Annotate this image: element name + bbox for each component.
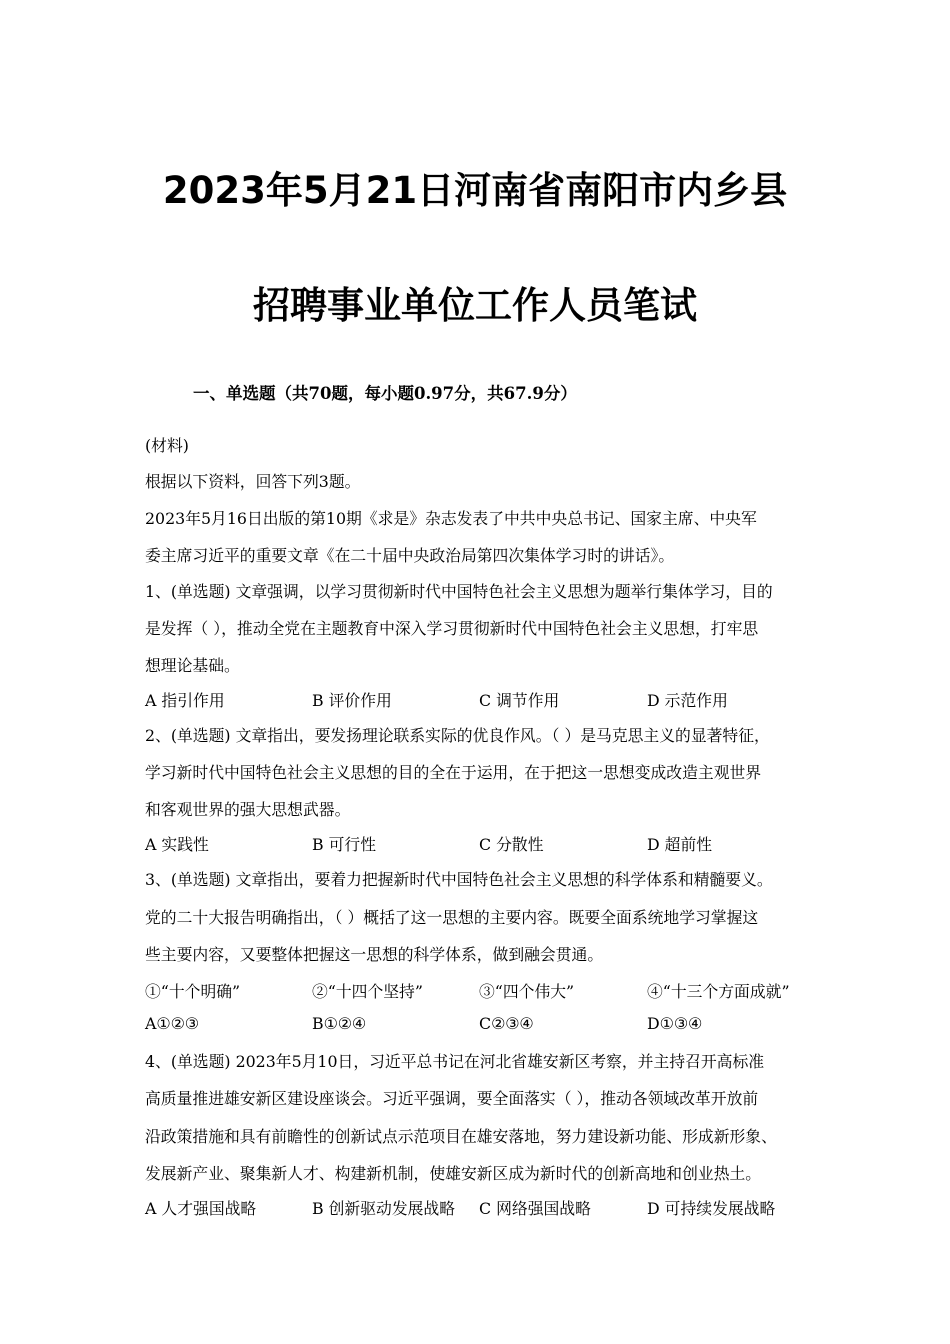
question-4-text: 4、(单选题) 2023年5月10日，习近平总书记在河北省雄安新区考察，并主持召开高标准 — [145, 1052, 765, 1071]
option-c[interactable]: C 分散性 — [479, 835, 544, 854]
option-b[interactable]: B 可行性 — [312, 835, 377, 854]
option-d[interactable]: D 可持续发展战略 — [647, 1199, 776, 1218]
option-b[interactable]: B 评价作用 — [312, 691, 392, 710]
statement-item: ④“十三个方面成就” — [647, 982, 790, 1001]
question-2-text: 学习新时代中国特色社会主义思想的目的全在于运用，在于把这一思想变成改造主观世界 — [145, 763, 762, 782]
option-a[interactable]: A 人才强国战略 — [145, 1199, 257, 1218]
material-tag: (材料) — [145, 436, 189, 455]
option-a[interactable]: A 指引作用 — [145, 691, 225, 710]
section-heading: 一、单选题（共70题，每小题0.97分，共67.9分） — [193, 384, 577, 403]
option-c[interactable]: C 调节作用 — [479, 691, 560, 710]
question-4-text: 发展新产业、聚集新人才、构建新机制，使雄安新区成为新时代的创新高地和创业热土。 — [145, 1164, 762, 1183]
statement-item: ①“十个明确” — [145, 982, 241, 1001]
material-intro: 根据以下资料，回答下列3题。 — [145, 472, 361, 491]
question-3-text: 些主要内容，又要整体把握这一思想的科学体系，做到融会贯通。 — [145, 945, 604, 964]
question-1-text: 1、(单选题) 文章强调，以学习贯彻新时代中国特色社会主义思想为题举行集体学习，目的 — [145, 582, 773, 601]
question-4-text: 高质量推进雄安新区建设座谈会。习近平强调，要全面落实（ ），推动各领域改革开放前 — [145, 1089, 759, 1108]
question-1-text: 想理论基础。 — [145, 656, 240, 675]
material-text: 2023年5月16日出版的第10期《求是》杂志发表了中共中央总书记、国家主席、中央军 — [145, 509, 757, 528]
option-c[interactable]: C②③④ — [479, 1014, 534, 1033]
question-1-text: 是发挥（ ），推动全党在主题教育中深入学习贯彻新时代中国特色社会主义思想，打牢思 — [145, 619, 759, 638]
option-b[interactable]: B 创新驱动发展战略 — [312, 1199, 456, 1218]
statement-item: ②“十四个坚持” — [312, 982, 423, 1001]
question-3-text: 3、(单选题) 文章指出，要着力把握新时代中国特色社会主义思想的科学体系和精髓要义。 — [145, 870, 773, 889]
question-4-text: 沿政策措施和具有前瞻性的创新试点示范项目在雄安落地，努力建设新功能、形成新形象、 — [145, 1127, 777, 1146]
option-b[interactable]: B①②④ — [312, 1014, 367, 1033]
option-d[interactable]: D 示范作用 — [647, 691, 728, 710]
material-text: 委主席习近平的重要文章《在二十届中央政治局第四次集体学习时的讲话》。 — [145, 546, 675, 565]
question-3-text: 党的二十大报告明确指出，（ ）概括了这一思想的主要内容。既要全面系统地学习掌握这 — [145, 908, 759, 927]
statement-item: ③“四个伟大” — [479, 982, 575, 1001]
question-2-text: 和客观世界的强大思想武器。 — [145, 800, 351, 819]
document-title-line-2: 招聘事业单位工作人员笔试 — [253, 284, 697, 327]
option-d[interactable]: D①③④ — [647, 1014, 703, 1033]
document-title-line-1: 2023年5月21日河南省南阳市内乡县 — [162, 169, 788, 212]
option-d[interactable]: D 超前性 — [647, 835, 713, 854]
option-c[interactable]: C 网络强国战略 — [479, 1199, 591, 1218]
option-a[interactable]: A 实践性 — [145, 835, 209, 854]
option-a[interactable]: A①②③ — [145, 1014, 199, 1033]
question-2-text: 2、(单选题) 文章指出，要发扬理论联系实际的优良作风。（ ）是马克思主义的显著特征， — [145, 726, 770, 745]
